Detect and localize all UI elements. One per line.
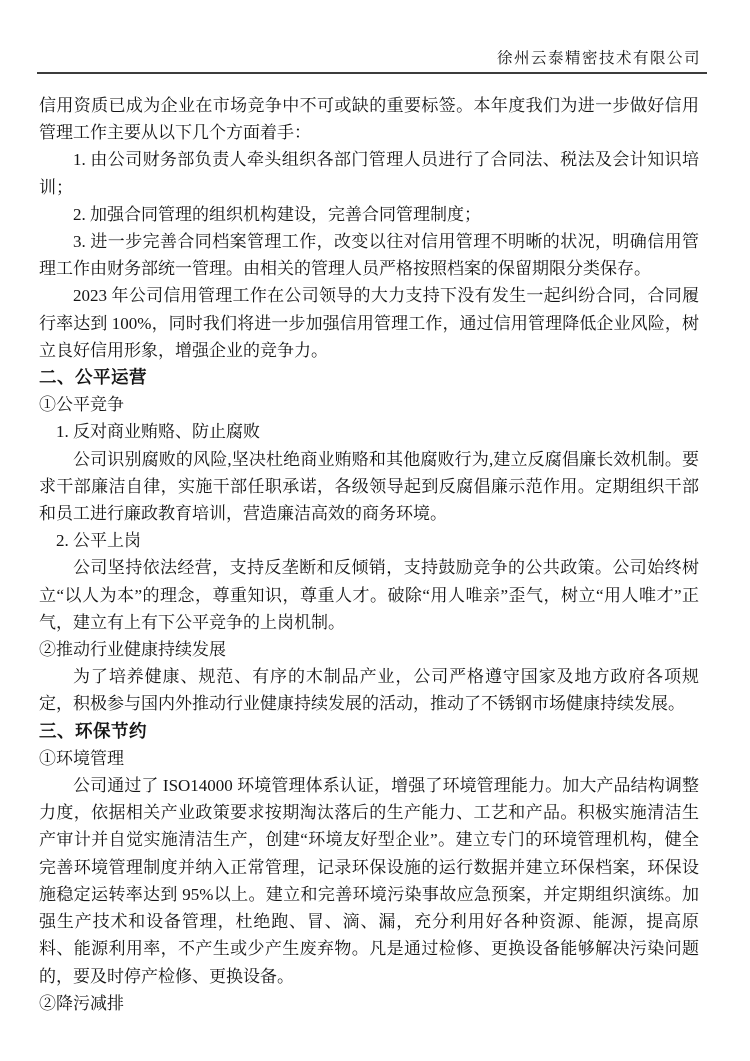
- subheading-fair-employment: 2. 公平上岗: [56, 531, 141, 551]
- subheading-fair-competition: ①公平竞争: [39, 395, 124, 415]
- subheading-environment-management: ①环境管理: [39, 748, 124, 768]
- paragraph-industry-development: 为了培养健康、规范、有序的木制品产业，公司严格遵守国家及地方政府各项规定，积极参与国内外推动行业健康持续发展的活动，推动了不锈钢市场健康持续发展。: [39, 667, 699, 714]
- heading-environmental-protection: 三、环保节约: [39, 720, 147, 741]
- header-company-name: 徐州云泰精密技术有限公司: [496, 50, 701, 67]
- document-body: [39, 74, 699, 1017]
- subheading-industry-development: ②推动行业健康持续发展: [39, 640, 226, 660]
- page-header: [37, 0, 707, 74]
- paragraph-fair-employment: 公司坚持依法经营，支持反垄断和反倾销，支持鼓励竞争的公共政策。公司始终树立“以人为本”的理念，尊重知识，尊重人才。破除“用人唯亲”歪气，树立“用人唯才”正气，建立有上有下公平竞争的上岗机制。: [39, 558, 699, 632]
- paragraph-credit-item-2: 2. 加强合同管理的组织机构建设，完善合同管理制度；: [73, 204, 481, 224]
- paragraph-credit-intro: 信用资质已成为企业在市场竞争中不可或缺的重要标签。本年度我们为进一步做好信用管理工作主要从以下几个方面着手：: [39, 96, 699, 143]
- subheading-emission-reduction: ②降污减排: [39, 993, 124, 1013]
- subheading-anti-bribery: 1. 反对商业贿赂、防止腐败: [56, 422, 260, 442]
- paragraph-credit-summary-2023: 2023 年公司信用管理工作在公司领导的大力支持下没有发生一起纠纷合同，合同履行率达到 100%，同时我们将进一步加强信用管理工作，通过信用管理降低企业风险，树立良好信用形象，增强企业的竞争力。: [39, 286, 699, 360]
- paragraph-environment-management: 公司通过了 ISO14000 环境管理体系认证，增强了环境管理能力。加大产品结构调整力度，依据相关产业政策要求按期淘汰落后的生产能力、工艺和产品。积极实施清洁生产审计并自觉实施清洁生产，创建“环境友好型企业”。建立专门的环境管理机构，健全完善环境管理制度并纳入正常管理，记录环保设施的运行数据并建立环保档案，环保设施稳定运转率达到 95%以上。建立和完善环境污染事故应急预案，并定期组织演练。加强生产技术和设备管理，杜绝跑、冒、滴、漏，充分利用好各种资源、能源，提高原料、能源利用率，不产生或少产生废弃物。凡是通过检修、更换设备能够解决污染问题的，要及时停产检修、更换设备。: [39, 776, 699, 986]
- heading-fair-operation: 二、公平运营: [39, 367, 147, 388]
- paragraph-credit-item-3: 3. 进一步完善合同档案管理工作，改变以往对信用管理不明晰的状况，明确信用管理工作由财务部统一管理。由相关的管理人员严格按照档案的保留期限分类保存。: [39, 232, 699, 279]
- paragraph-anti-bribery: 公司识别腐败的风险,坚决杜绝商业贿赂和其他腐败行为,建立反腐倡廉长效机制。要求干部廉洁自律，实施干部任职承诺，各级领导起到反腐倡廉示范作用。定期组织干部和员工进行廉政教育培训，营造廉洁高效的商务环境。: [39, 449, 699, 524]
- paragraph-credit-item-1: 1. 由公司财务部负责人牵头组织各部门管理人员进行了合同法、税法及会计知识培训；: [39, 150, 699, 197]
